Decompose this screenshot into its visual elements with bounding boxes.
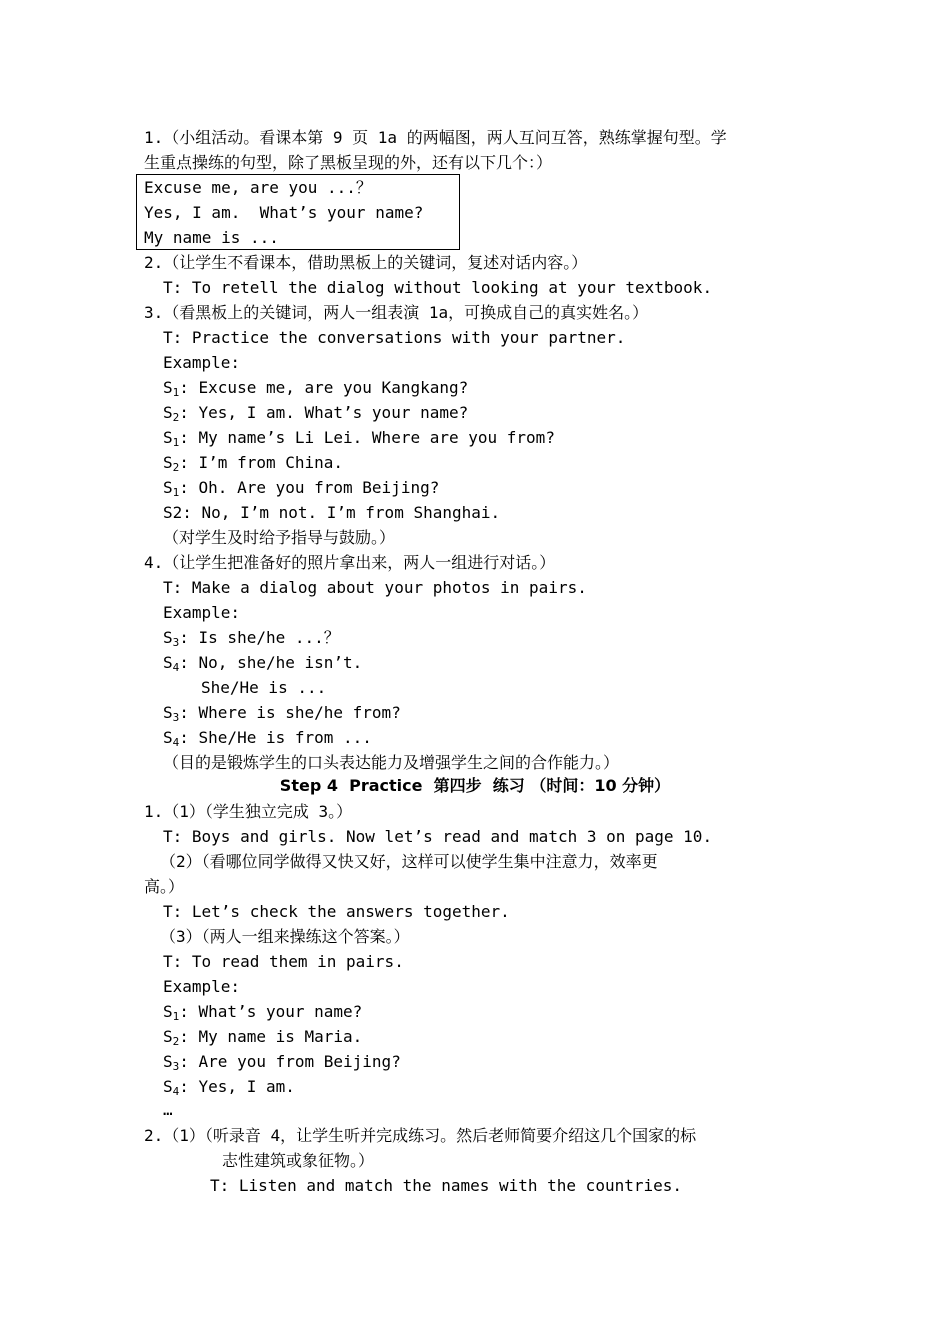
practice3-text: （3）（两人一组来操练这个答案。） (160, 927, 410, 946)
dialog-line: $S_1$: My name’s Li Lei. Where are you from? (163, 428, 555, 449)
dialog-line: $S_1$: Oh. Are you from Beijing? (163, 478, 440, 499)
example-label: Example: (163, 353, 241, 372)
item2-text: 2.（让学生不看课本，借助黑板上的关键词，复述对话内容。） (144, 253, 588, 272)
dialog-line: $S_3$: Where is she/he from? (163, 703, 401, 724)
item4-teacher-line: T: Make a dialog about your photos in pairs. (163, 578, 587, 597)
item3-teacher-line: T: Practice the conversations with your partner. (163, 328, 626, 347)
dialog-line: $S_2$: I’m from China. (163, 453, 344, 474)
item4-text: 4.（让学生把准备好的照片拿出来，两人一组进行对话。） (144, 553, 556, 572)
dialog-line: $S_3$: Are you from Beijing? (163, 1052, 401, 1073)
dialog-line: $S_1$: What’s your name? (163, 1002, 363, 1023)
dialog-line: $S_2$: Yes, I am. What’s your name? (163, 403, 469, 424)
practice2-teacher-line: T: Let’s check the answers together. (163, 902, 510, 921)
dialog-line: $S_1$: Excuse me, are you Kangkang? (163, 378, 469, 399)
dialog-line: $S_4$: She/He is from ... (163, 728, 372, 749)
example-label: Example: (163, 977, 241, 996)
box-line-1: Excuse me, are you ...？ (144, 178, 372, 197)
guidance-note: （对学生及时给予指导与鼓励。） (163, 528, 396, 547)
purpose-note: （目的是锻炼学生的口头表达能力及增强学生之间的合作能力。） (163, 753, 620, 772)
ellipsis: … (163, 1100, 173, 1119)
dialog-line: S2: No, I’m not. I’m from Shanghai. (163, 503, 501, 522)
dialog-line: She/He is ... (201, 678, 327, 697)
practice1-text: 1.（1）（学生独立完成 3。） (144, 802, 353, 821)
practice1-teacher-line: T: Boys and girls. Now let’s read and match 3 on page 10. (163, 827, 713, 846)
practice2-text-line1: （2）（看哪位同学做得又快又好，这样可以使学生集中注意力，效率更 (160, 852, 658, 871)
practice3-teacher-line: T: To read them in pairs. (163, 952, 404, 971)
dialog-line: $S_4$: No, she/he isn’t. (163, 653, 363, 674)
item3-text: 3.（看黑板上的关键词，两人一组表演 1a，可换成自己的真实姓名。） (144, 303, 649, 322)
item1-text-line2: 生重点操练的句型，除了黑板呈现的外，还有以下几个：） (144, 153, 553, 172)
practice2-text-line2: 高。） (144, 877, 185, 896)
box-line-3: My name is ... (144, 228, 279, 247)
question2-teacher-line: T: Listen and match the names with the countries. (210, 1176, 683, 1195)
question2-text-line1: 2.（1）（听录音 4，让学生听并完成练习。然后老师简要介绍这几个国家的标 (144, 1126, 697, 1145)
box-line-2: Yes, I am. What’s your name? (144, 203, 424, 222)
example-label: Example: (163, 603, 241, 622)
item2-teacher-line: T: To retell the dialog without looking at your textbook. (163, 278, 713, 297)
dialog-line: $S_3$: Is she/he ...？ (163, 628, 340, 649)
dialog-line: $S_4$: Yes, I am. (163, 1077, 295, 1098)
section-heading: Step 4 Practice 第四步 练习 （时间：10 分钟） (279, 776, 671, 795)
dialog-line: $S_2$: My name is Maria. (163, 1027, 363, 1048)
item1-text-line1: 1.（小组活动。看课本第 9 页 1a 的两幅图，两人互问互答，熟练掌握句型。学 (144, 128, 727, 147)
question2-text-line2: 志性建筑或象征物。） (222, 1151, 375, 1170)
